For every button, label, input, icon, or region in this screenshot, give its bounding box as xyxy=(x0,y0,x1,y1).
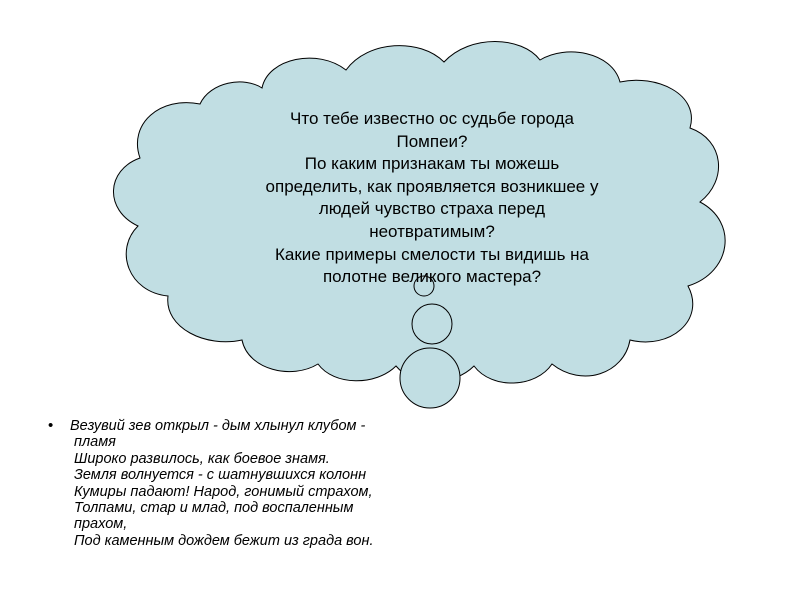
cloud-line: По каким признакам ты можешь xyxy=(304,154,560,174)
cloud-line: полотне великого мастера? xyxy=(322,267,542,287)
poem-line: прахом, xyxy=(74,516,128,533)
poem-line: пламя xyxy=(74,434,116,451)
cloud-questions xyxy=(232,108,632,289)
cloud-line: определить, как проявляется возникшее у xyxy=(265,176,599,196)
poem-line: Везувий зев открыл - дым хлынул клубом - xyxy=(70,418,366,434)
cloud-line: Что тебе известно ос судьбе города xyxy=(290,109,574,128)
cloud-line: Какие примеры смелости ты видишь на xyxy=(274,244,590,264)
bullet-icon: • xyxy=(48,417,54,434)
cloud-line: Помпеи? xyxy=(396,131,468,151)
poem-line: Толпами, стар и млад, под воспаленным xyxy=(74,500,354,517)
cloud-line: людей чувство страха перед xyxy=(318,199,546,219)
poem-line: Под каменным дождем бежит из града вон. xyxy=(74,532,374,549)
thought-bubble-medium xyxy=(412,304,452,344)
poem-line: Широко развилось, как боевое знамя. xyxy=(74,450,330,467)
poem-list xyxy=(48,418,468,549)
poem-line: Кумиры падают! Народ, гонимый страхом, xyxy=(74,483,373,500)
thought-bubble-large xyxy=(400,348,460,408)
poem-line: Земля волнуется - с шатнувшихся колонн xyxy=(74,467,367,484)
cloud-line: неотвратимым? xyxy=(369,221,495,241)
poem-stanza xyxy=(48,418,468,549)
